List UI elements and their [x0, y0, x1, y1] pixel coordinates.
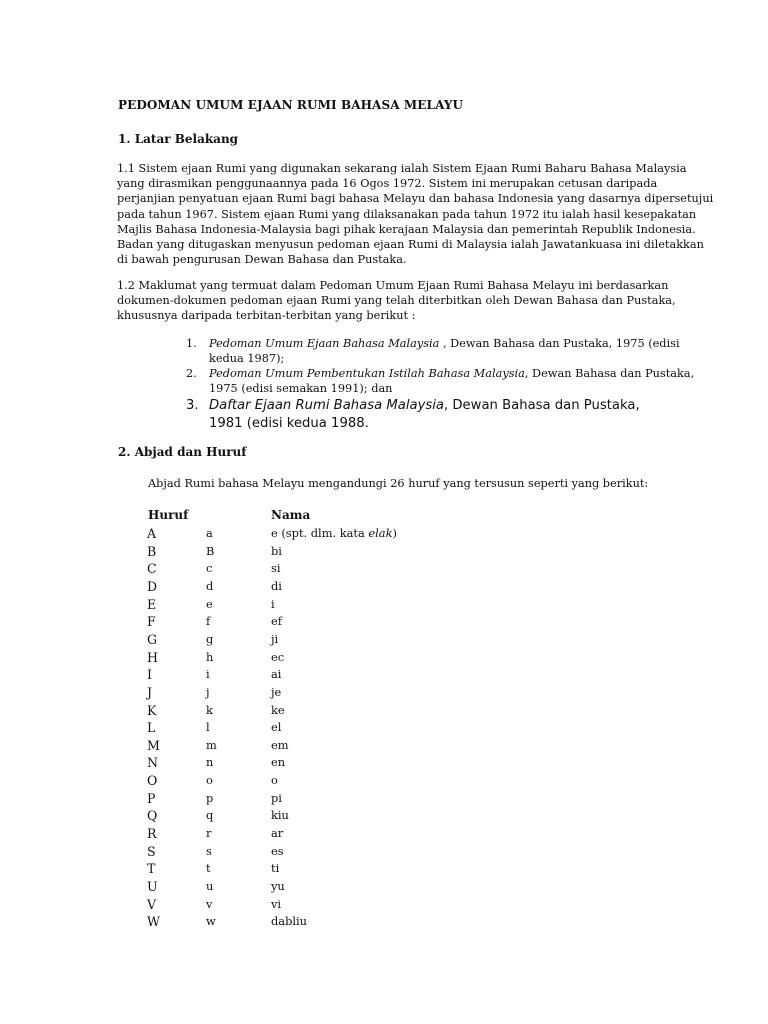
lowercase-letter: m — [206, 737, 217, 752]
alphabet-row — [0, 791, 768, 809]
letter-name — [271, 773, 278, 787]
uppercase-letter: D — [147, 578, 158, 594]
uppercase-letter: L — [147, 720, 156, 736]
letter-name — [271, 897, 281, 911]
lowercase-letter: j — [206, 684, 210, 699]
uppercase-letter: M — [147, 737, 160, 753]
letter-name-text: ji — [271, 631, 279, 646]
letter-name — [271, 526, 397, 540]
reference-number: 1. — [186, 337, 197, 350]
letter-name — [271, 632, 278, 646]
letter-name-text: bi — [271, 543, 282, 558]
letter-name — [271, 614, 282, 628]
reference-title: Pedoman Umum Ejaan Bahasa Malaysia — [209, 337, 440, 350]
letter-name — [271, 844, 284, 858]
uppercase-letter: O — [147, 773, 158, 789]
uppercase-letter: N — [147, 755, 159, 771]
uppercase-letter: H — [147, 649, 158, 665]
document-title: PEDOMAN UMUM EJAAN RUMI BAHASA MELAYU — [118, 98, 464, 112]
reference-edition: 1975 (edisi semakan 1991); dan — [209, 382, 393, 395]
uppercase-letter: K — [147, 702, 157, 718]
alphabet-row — [0, 667, 768, 685]
letter-name-text: ef — [271, 614, 282, 629]
letter-name-text: je — [271, 684, 282, 699]
paragraph-1-1 — [117, 161, 714, 267]
lowercase-letter: u — [206, 879, 214, 893]
letter-name-text: kiu — [271, 808, 289, 823]
section-1-heading: 1. Latar Belakang — [118, 132, 239, 146]
letter-name-text: pi — [271, 790, 282, 805]
reference-edition: kedua 1987); — [209, 352, 285, 365]
lowercase-letter: d — [206, 578, 214, 593]
letter-name-text: ai — [271, 667, 282, 682]
lowercase-letter: f — [206, 614, 211, 629]
letter-name-text: di — [271, 578, 282, 593]
letter-name-text: ec — [271, 649, 285, 664]
alphabet-row — [0, 597, 768, 615]
lowercase-letter: B — [206, 543, 215, 558]
uppercase-letter: G — [147, 631, 158, 647]
lowercase-letter: w — [206, 914, 216, 929]
alphabet-row — [0, 703, 768, 721]
uppercase-letter: S — [147, 843, 156, 859]
alphabet-row — [0, 861, 768, 879]
paragraph-1-2 — [117, 278, 676, 324]
uppercase-letter: E — [147, 596, 157, 612]
letter-name-text: ti — [271, 861, 280, 876]
column-header-huruf: Huruf — [148, 508, 189, 522]
lowercase-letter: g — [206, 631, 214, 646]
paragraph-line: Majlis Bahasa Indonesia-Malaysia bagi pihak kerajaan Malaysia dan pemerintah Republik Indonesia. — [117, 222, 696, 236]
uppercase-letter: F — [147, 614, 156, 630]
letter-name — [271, 826, 283, 840]
letter-name-text: ar — [271, 826, 284, 841]
alphabet-row — [0, 738, 768, 756]
letter-name-text: vi — [271, 896, 282, 911]
lowercase-letter: k — [206, 702, 213, 717]
letter-name — [271, 667, 281, 681]
letter-name — [271, 791, 282, 805]
letter-name-text: si — [271, 561, 281, 576]
paragraph-line: Badan yang ditugaskan menyusun pedoman ejaan Rumi di Malaysia ialah Jawatankuasa ini diletakkan — [117, 238, 704, 252]
letter-name-text: i — [271, 596, 275, 611]
alphabet-intro: Abjad Rumi bahasa Melayu mengandungi 26 huruf yang tersusun seperti yang berikut: — [148, 477, 649, 490]
uppercase-letter: V — [147, 896, 157, 912]
uppercase-letter: A — [147, 526, 157, 541]
reference-title: Pedoman Umum Pembentukan Istilah Bahasa Malaysia — [209, 367, 525, 380]
letter-name — [271, 914, 307, 928]
letter-name-text: yu — [271, 879, 285, 893]
alphabet-row — [0, 755, 768, 773]
letter-name — [271, 544, 282, 558]
reference-item-2 — [186, 366, 695, 396]
lowercase-letter: p — [206, 790, 214, 805]
letter-name — [271, 650, 284, 664]
uppercase-letter: P — [147, 790, 156, 806]
lowercase-letter: l — [206, 720, 210, 735]
lowercase-letter: c — [206, 561, 213, 576]
letter-name — [271, 808, 289, 822]
alphabet-row — [0, 561, 768, 579]
letter-name-end: ) — [392, 526, 397, 540]
lowercase-letter: r — [206, 826, 212, 841]
letter-name-text: e (spt. dlm. kata — [271, 526, 369, 540]
uppercase-letter: J — [147, 684, 153, 700]
reference-number: 2. — [186, 367, 197, 380]
paragraph-line: perjanjian penyatuan ejaan Rumi bagi bahasa Melayu dan bahasa Indonesia yang dasarnya dipersetujui — [117, 192, 714, 206]
lowercase-letter: v — [206, 896, 213, 911]
reference-publisher: , Dewan Bahasa dan Pustaka, 1975 (edisi — [439, 337, 680, 350]
paragraph-line: pada tahun 1967. Sistem ejaan Rumi yang dilaksanakan pada tahun 1972 itu ialah hasil kesepakatan — [117, 207, 697, 221]
uppercase-letter: R — [147, 826, 157, 842]
alphabet-row — [0, 685, 768, 703]
section-2-heading: 2. Abjad dan Huruf — [118, 445, 247, 459]
alphabet-row — [0, 720, 768, 738]
lowercase-letter: i — [206, 667, 210, 682]
letter-name — [271, 685, 281, 699]
reference-publisher: , Dewan Bahasa dan Pustaka, — [444, 398, 640, 413]
alphabet-row — [0, 879, 768, 897]
reference-list — [186, 336, 695, 433]
paragraph-line: 1.2 Maklumat yang termuat dalam Pedoman Umum Ejaan Rumi Bahasa Melayu ini berdasarkan — [117, 279, 669, 292]
lowercase-letter: s — [206, 843, 212, 858]
paragraph-line: dokumen-dokumen pedoman ejaan Rumi yang telah diterbitkan oleh Dewan Bahasa dan Pustaka, — [117, 294, 676, 308]
lowercase-letter: a — [206, 526, 213, 540]
alphabet-row — [0, 826, 768, 844]
alphabet-row — [0, 808, 768, 826]
reference-item-1 — [186, 336, 680, 366]
letter-name — [271, 720, 281, 734]
paragraph-line: 1.1 Sistem ejaan Rumi yang digunakan sekarang ialah Sistem Ejaan Rumi Baharu Bahasa Malaysia — [117, 162, 687, 175]
lowercase-letter: o — [206, 773, 213, 788]
column-header-nama: Nama — [271, 508, 311, 522]
uppercase-letter: W — [147, 914, 160, 930]
letter-name-text: el — [271, 720, 282, 735]
lowercase-letter: q — [206, 808, 214, 823]
alphabet-row — [0, 914, 768, 932]
alphabet-row — [0, 844, 768, 862]
reference-item-3 — [186, 397, 654, 433]
letter-name — [271, 738, 289, 752]
alphabet-row — [0, 544, 768, 562]
reference-publisher: , Dewan Bahasa dan Pustaka, — [524, 367, 695, 380]
letter-name — [271, 579, 282, 593]
alphabet-row — [0, 614, 768, 632]
reference-edition: 1981 (edisi kedua 1988. — [209, 416, 369, 431]
lowercase-letter: t — [206, 861, 211, 876]
lowercase-letter: e — [206, 596, 213, 611]
uppercase-letter: C — [147, 561, 157, 577]
uppercase-letter: B — [147, 543, 157, 559]
uppercase-letter: U — [147, 879, 158, 894]
letter-name — [271, 561, 281, 575]
letter-name-text: ke — [271, 702, 285, 717]
paragraph-line: khususnya daripada terbitan-terbitan yang berikut : — [117, 309, 416, 323]
reference-number: 3. — [186, 398, 199, 413]
letter-name — [271, 597, 275, 611]
uppercase-letter: I — [147, 667, 152, 683]
paragraph-line: di bawah pengurusan Dewan Bahasa dan Pustaka. — [117, 253, 407, 267]
alphabet-row — [0, 897, 768, 915]
letter-name-text: em — [271, 737, 289, 752]
letter-name — [271, 755, 285, 769]
alphabet-row — [0, 773, 768, 791]
letter-name-text: en — [271, 755, 286, 770]
alphabet-row — [0, 526, 768, 544]
alphabet-row — [0, 632, 768, 650]
letter-name — [271, 861, 279, 875]
lowercase-letter: h — [206, 649, 214, 664]
letter-name-text: dabliu — [271, 914, 307, 929]
uppercase-letter: Q — [147, 808, 158, 824]
reference-title: Daftar Ejaan Rumi Bahasa Malaysia — [209, 398, 445, 413]
letter-name-text: o — [271, 773, 278, 788]
uppercase-letter: T — [147, 861, 156, 877]
letter-name — [271, 703, 285, 717]
paragraph-line: yang dirasmikan penggunaannya pada 16 Ogos 1972. Sistem ini merupakan cetusan daripada — [117, 177, 658, 191]
alphabet-row — [0, 579, 768, 597]
letter-name — [271, 879, 285, 893]
lowercase-letter: n — [206, 755, 214, 770]
alphabet-row — [0, 650, 768, 668]
letter-name-example: elak — [368, 526, 393, 540]
letter-name-text: es — [271, 843, 284, 858]
